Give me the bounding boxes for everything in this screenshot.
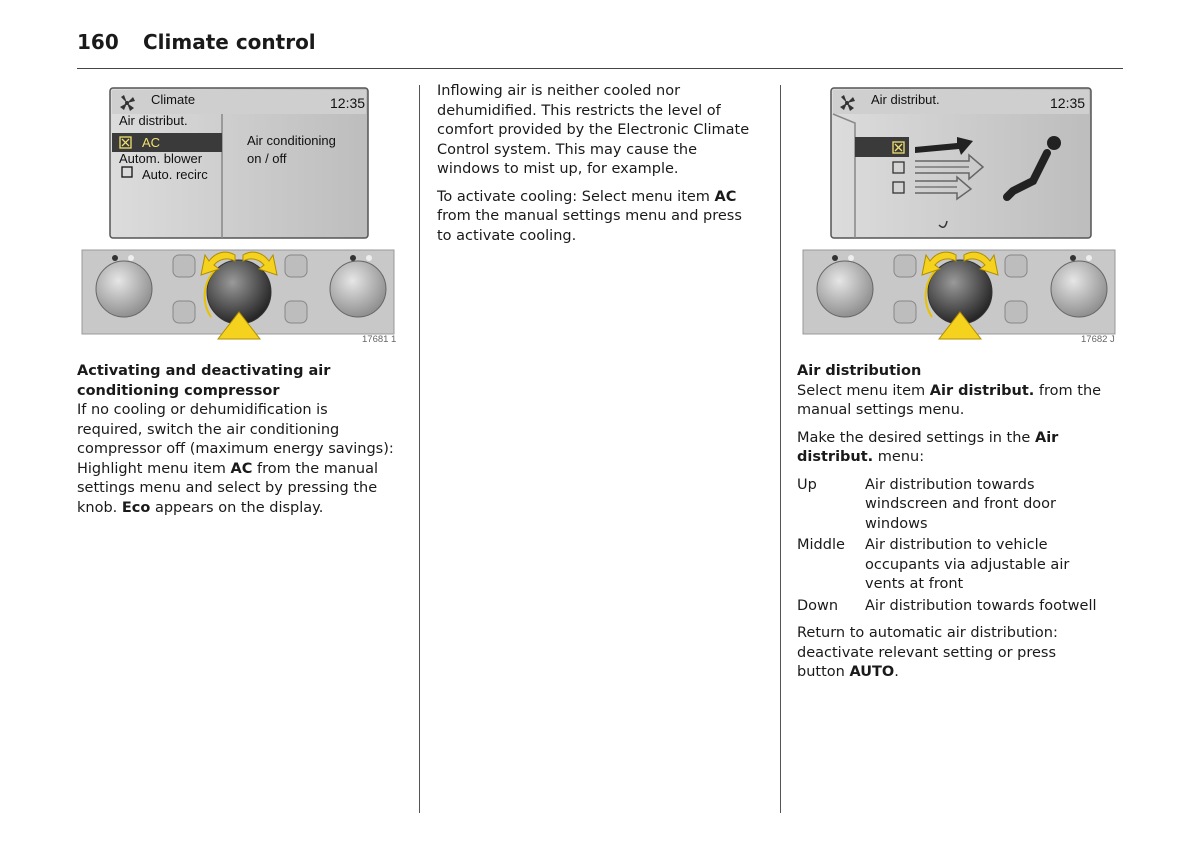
menu-item-auto-recirc: Auto. recirc xyxy=(142,167,208,182)
col3-text xyxy=(797,362,1117,691)
col2-paragraph-2: To activate cooling: Select menu item AC from the manual settings menu and press to activate cooling. xyxy=(437,188,742,244)
table-row-value: Air distribution to vehicle occupants via adjustable air vents at front xyxy=(865,537,1070,592)
col1-paragraph: If no cooling or dehumidification is required, switch the air conditioning compressor off (maximum energy savings): Highlight menu item AC from the manual settings menu and select by pressing the knob. Eco appears on the display. xyxy=(77,402,394,516)
left-temp-knob xyxy=(96,261,152,317)
page-title: Climate control xyxy=(143,30,316,54)
right-temp-knob xyxy=(1051,261,1107,317)
col2-paragraph-1: Inflowing air is neither cooled nor dehumidified. This restricts the level of comfort provided by the Electronic Climate Control system. This may cause the windows to mist up, for example. xyxy=(437,83,750,177)
right-temp-knob xyxy=(330,261,386,317)
recirc-button xyxy=(173,301,195,323)
col2-text xyxy=(437,82,777,254)
info-line-2: on / off xyxy=(247,151,287,166)
auto-button xyxy=(285,301,307,323)
rear-defrost-button xyxy=(285,255,307,277)
table-row-key: Up xyxy=(797,476,817,493)
screen-title: Climate xyxy=(151,92,196,107)
defrost-button xyxy=(894,255,916,277)
screen-title: Air distribut. xyxy=(871,92,940,107)
section-heading-air-distribution: Air distribution xyxy=(797,363,922,379)
air-distribution-display-figure xyxy=(797,85,1127,347)
figure-ref: 17682 J xyxy=(1081,334,1115,345)
column-divider-2 xyxy=(780,85,781,813)
menu-item-autom-blower: Autom. blower xyxy=(119,151,203,166)
page-number: 160 xyxy=(77,30,119,54)
climate-display-figure xyxy=(77,85,417,347)
screen-time: 12:35 xyxy=(1050,95,1086,111)
section-heading-ac: Activating and deactivating air conditioning compressor xyxy=(77,363,331,399)
column-divider-1 xyxy=(419,85,420,813)
menu-item-air-distribut: Air distribut. xyxy=(119,113,188,128)
col3-paragraph-1: Select menu item Air distribut. from the manual settings menu. xyxy=(797,382,1102,418)
col1-text xyxy=(77,362,417,518)
distribution-table xyxy=(797,476,1117,617)
table-row-value: Air distribution towards footwell xyxy=(865,597,1097,614)
table-row-value: Air distribution towards windscreen and front door windows xyxy=(865,476,1056,532)
col3-paragraph-2: Make the desired settings in the Air distribut. menu: xyxy=(797,429,1059,465)
info-line-1: Air conditioning xyxy=(247,133,336,148)
rear-defrost-button xyxy=(1005,255,1027,277)
table-row-key: Down xyxy=(797,597,839,614)
screen-time: 12:35 xyxy=(330,95,366,111)
menu-item-ac: AC xyxy=(142,135,161,150)
header-rule xyxy=(77,68,1123,69)
recirc-button xyxy=(894,301,916,323)
defrost-button xyxy=(173,255,195,277)
auto-button xyxy=(1005,301,1027,323)
left-temp-knob xyxy=(817,261,873,317)
col3-paragraph-3: Return to automatic air distribution: deactivate relevant setting or press button AUTO. xyxy=(797,625,1058,680)
figure-ref: 17681 1 xyxy=(362,334,397,345)
table-row-key: Middle xyxy=(797,537,845,553)
